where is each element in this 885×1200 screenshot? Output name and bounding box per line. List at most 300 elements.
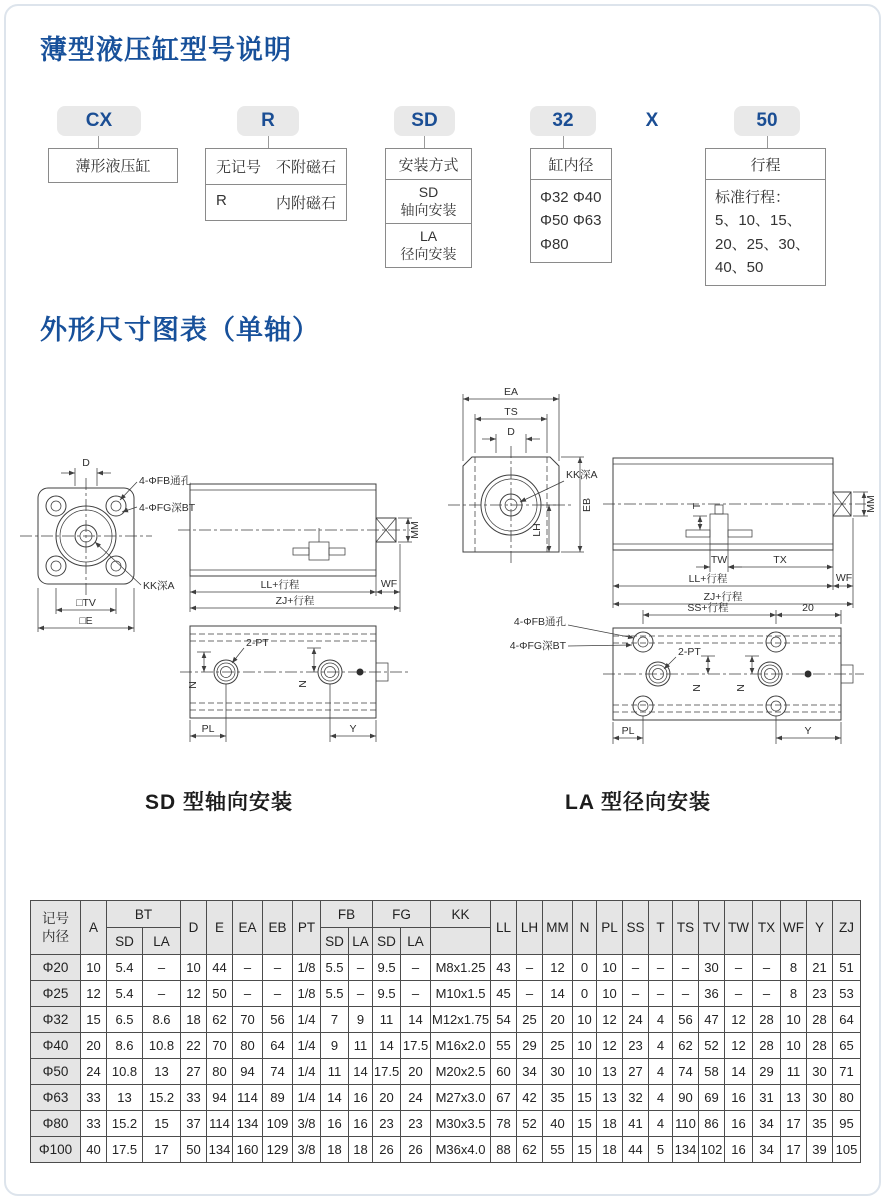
table-cell: 11 [321, 1059, 349, 1085]
table-cell: 14 [401, 1007, 431, 1033]
dim-label-n: N [691, 684, 703, 692]
table-cell: 134 [207, 1137, 233, 1163]
table-cell: 62 [207, 1007, 233, 1033]
table-cell: – [673, 981, 699, 1007]
magnet-option-key: R [216, 192, 227, 209]
table-cell: 30 [699, 955, 725, 981]
table-cell: 74 [673, 1059, 699, 1085]
table-cell: 29 [753, 1059, 781, 1085]
table-cell: 78 [491, 1111, 517, 1137]
table-cell: 16 [725, 1085, 753, 1111]
dim-label-ea: EA [503, 386, 519, 398]
table-cell: 34 [517, 1059, 543, 1085]
table-cell: 12 [725, 1007, 753, 1033]
table-cell: 10 [781, 1033, 807, 1059]
table-cell: 20 [543, 1007, 573, 1033]
table-cell: 62 [673, 1033, 699, 1059]
table-cell: 95 [833, 1111, 861, 1137]
table-cell: 114 [233, 1085, 263, 1111]
col-header-E: E [207, 901, 233, 955]
table-cell: 14 [373, 1033, 401, 1059]
stroke-option-box [705, 148, 826, 286]
table-cell: 13 [597, 1059, 623, 1085]
section1-title: 薄型液压缸型号说明 [40, 35, 292, 65]
col-header-SS: SS [623, 901, 649, 955]
table-cell: 14 [725, 1059, 753, 1085]
code-chip-bore: 32 [530, 106, 596, 136]
table-cell: 34 [753, 1111, 781, 1137]
table-cell: 18 [181, 1007, 207, 1033]
table-cell: 8 [781, 955, 807, 981]
magnet-option-value: 内附磁石 [275, 195, 336, 212]
stroke-option-line: 标准行程： [715, 189, 791, 206]
table-cell: 10 [573, 1059, 597, 1085]
dim-label-fb: 4-ΦFB通孔 [139, 475, 192, 487]
connector-line [98, 136, 99, 148]
stroke-option-line: 20、25、30、 [715, 235, 811, 253]
dimension-drawings [8, 378, 880, 778]
table-cell: 50 [207, 981, 233, 1007]
code-chip-r: R [237, 106, 299, 136]
dim-label-n: N [735, 684, 747, 692]
table-cell: 67 [491, 1085, 517, 1111]
dim-label-y: Y [804, 725, 812, 737]
sd-drawing [20, 457, 421, 742]
table-cell: 15 [573, 1085, 597, 1111]
table-cell: 16 [321, 1111, 349, 1137]
table-cell: 69 [699, 1085, 725, 1111]
table-cell: 5.4 [107, 981, 143, 1007]
table-cell: 90 [673, 1085, 699, 1111]
bore-box-header: 缸内径 [531, 149, 611, 180]
table-cell: 64 [833, 1007, 861, 1033]
table-cell: 0 [573, 981, 597, 1007]
code-chip-sd: SD [394, 106, 455, 136]
table-cell: 17.5 [373, 1059, 401, 1085]
table-cell: – [517, 955, 543, 981]
table-cell: 26 [401, 1137, 431, 1163]
col-header-BT: BT [107, 901, 181, 928]
table-cell: 16 [725, 1137, 753, 1163]
bore-option-line: Φ32 Φ40 [540, 189, 602, 206]
table-cell: 54 [491, 1007, 517, 1033]
table-cell: – [233, 955, 263, 981]
code-chip-stroke: 50 [734, 106, 800, 136]
col-header-D: D [181, 901, 207, 955]
table-cell: 58 [699, 1059, 725, 1085]
table-row [31, 1059, 861, 1085]
table-cell: 24 [623, 1007, 649, 1033]
code-chip-cx: CX [57, 106, 141, 136]
col-subheader-la-5: LA [401, 928, 431, 955]
table-cell: 86 [699, 1111, 725, 1137]
table-cell: 29 [517, 1033, 543, 1059]
mounting-option-code: LA [419, 228, 438, 244]
table-cell: 129 [263, 1137, 293, 1163]
table-cell: 1/4 [293, 1085, 321, 1111]
table-cell: 71 [833, 1059, 861, 1085]
table-row [31, 1111, 861, 1137]
table-cell: 160 [233, 1137, 263, 1163]
table-cell: 15 [81, 1007, 107, 1033]
table-cell: – [623, 981, 649, 1007]
table-cell: 55 [543, 1137, 573, 1163]
table-cell: 4 [649, 1007, 673, 1033]
stroke-option-line: 5、10、15、 [715, 212, 802, 230]
table-cell: 9.5 [373, 981, 401, 1007]
stroke-box-header: 行程 [706, 149, 825, 180]
table-cell: 30 [807, 1085, 833, 1111]
table-cell: 62 [517, 1137, 543, 1163]
table-cell: 47 [699, 1007, 725, 1033]
row-header-bore: Φ80 [31, 1111, 81, 1137]
table-cell: 102 [699, 1137, 725, 1163]
table-cell: 28 [753, 1033, 781, 1059]
spec-table [30, 900, 861, 1163]
col-header-WF: WF [781, 901, 807, 955]
col-header-Y: Y [807, 901, 833, 955]
code-separator-x: X [645, 110, 659, 131]
table-cell: 52 [517, 1111, 543, 1137]
table-cell: 11 [781, 1059, 807, 1085]
col-header-LL: LL [491, 901, 517, 955]
table-cell: 7 [321, 1007, 349, 1033]
table-cell: 17 [781, 1137, 807, 1163]
table-cell: 16 [725, 1111, 753, 1137]
table-cell: 17.5 [401, 1033, 431, 1059]
row-header-bore: Φ100 [31, 1137, 81, 1163]
col-header-MM: MM [543, 901, 573, 955]
mounting-option-box [385, 148, 472, 268]
table-cell: 53 [833, 981, 861, 1007]
mounting-option-label: 轴向安装 [400, 201, 457, 218]
dim-label-ts: TS [504, 406, 518, 418]
table-cell: – [349, 955, 373, 981]
table-row [31, 1033, 861, 1059]
table-cell: 15 [573, 1137, 597, 1163]
magnet-option-key: 无记号 [216, 159, 262, 176]
table-cell: 23 [401, 1111, 431, 1137]
dim-label-ll: LL+行程 [688, 573, 728, 585]
mounting-option-code: SD [418, 184, 439, 200]
dim-label-zj: ZJ+行程 [275, 595, 315, 607]
col-header-KK: KK [431, 901, 491, 928]
table-cell: 35 [543, 1085, 573, 1111]
dim-label-ss: SS+行程 [687, 602, 729, 614]
table-cell: 12 [597, 1033, 623, 1059]
table-cell: – [725, 981, 753, 1007]
table-cell: 44 [623, 1137, 649, 1163]
table-cell: 12 [597, 1007, 623, 1033]
table-cell: 30 [543, 1059, 573, 1085]
table-cell: 80 [833, 1085, 861, 1111]
table-cell: 74 [263, 1059, 293, 1085]
magnet-option-row [206, 184, 346, 220]
col-header-EA: EA [233, 901, 263, 955]
dim-label-tv: □TV [76, 597, 96, 609]
table-cell: 39 [807, 1137, 833, 1163]
table-cell: 27 [623, 1059, 649, 1085]
stroke-option-line: 40、50 [715, 258, 764, 276]
table-cell: 17.5 [107, 1137, 143, 1163]
table-cell: 5.4 [107, 955, 143, 981]
table-cell: 15 [143, 1111, 181, 1137]
table-row [31, 1007, 861, 1033]
table-cell: 15.2 [143, 1085, 181, 1111]
table-row [31, 981, 861, 1007]
table-cell: 20 [401, 1059, 431, 1085]
table-cell: 65 [833, 1033, 861, 1059]
table-row [31, 955, 861, 981]
table-cell: 37 [181, 1111, 207, 1137]
table-cell: 10 [573, 1033, 597, 1059]
col-subheader-sd-2: SD [321, 928, 349, 955]
table-cell: 16 [349, 1085, 373, 1111]
table-cell: – [233, 981, 263, 1007]
table-cell: 26 [373, 1137, 401, 1163]
table-cell: 5 [649, 1137, 673, 1163]
table-row [31, 1137, 861, 1163]
table-cell: 44 [207, 955, 233, 981]
dim-label-2pt: 2-PT [678, 646, 701, 658]
table-cell: 33 [181, 1085, 207, 1111]
col-header-FG: FG [373, 901, 431, 928]
table-cell: 23 [807, 981, 833, 1007]
table-cell: 89 [263, 1085, 293, 1111]
dim-label-e: □E [79, 615, 93, 627]
dim-label-fb: 4-ΦFB通孔 [513, 616, 566, 628]
dim-label-20: 20 [802, 602, 814, 614]
table-cell: M36x4.0 [431, 1137, 491, 1163]
table-cell: 24 [401, 1085, 431, 1111]
la-caption: LA 型径向安装 [565, 791, 712, 814]
table-cell: 0 [573, 955, 597, 981]
dim-label-pl: PL [201, 723, 215, 735]
dim-label-ll: LL+行程 [260, 579, 300, 591]
col-subheader-sd-4: SD [373, 928, 401, 955]
table-cell: 14 [543, 981, 573, 1007]
table-cell: 70 [233, 1007, 263, 1033]
table-cell: 36 [699, 981, 725, 1007]
col-header-ZJ: ZJ [833, 901, 861, 955]
table-cell: 30 [807, 1059, 833, 1085]
col-subheader-sd-0: SD [107, 928, 143, 955]
table-cell: 4 [649, 1033, 673, 1059]
table-cell: 5.5 [321, 955, 349, 981]
dim-label-d: D [82, 457, 90, 469]
table-cell: 80 [233, 1033, 263, 1059]
table-cell: – [753, 955, 781, 981]
col-header-EB: EB [263, 901, 293, 955]
table-cell: 20 [373, 1085, 401, 1111]
col-header-TV: TV [699, 901, 725, 955]
dim-label-eb: EB [581, 497, 593, 513]
table-cell: 110 [673, 1111, 699, 1137]
table-cell: 14 [321, 1085, 349, 1111]
table-cell: 1/8 [293, 981, 321, 1007]
dim-label-lh: LH [531, 523, 543, 537]
dim-label-d: D [507, 426, 515, 438]
table-cell: 4 [649, 1059, 673, 1085]
table-cell: 55 [491, 1033, 517, 1059]
table-cell: 25 [517, 1007, 543, 1033]
table-cell: 32 [623, 1085, 649, 1111]
table-cell: 4 [649, 1085, 673, 1111]
table-cell: M12x1.75 [431, 1007, 491, 1033]
dim-label-pl: PL [621, 725, 635, 737]
connector-line [563, 136, 564, 148]
table-cell: 21 [807, 955, 833, 981]
table-cell: 35 [807, 1111, 833, 1137]
dim-label-zj: ZJ+行程 [703, 591, 743, 603]
table-cell: 23 [373, 1111, 401, 1137]
dim-label-mm: MM [865, 495, 877, 513]
table-cell: 18 [597, 1111, 623, 1137]
col-subheader-empty [431, 928, 491, 955]
table-cell: – [649, 981, 673, 1007]
table-cell: 13 [597, 1085, 623, 1111]
table-cell: – [263, 955, 293, 981]
table-cell: 12 [81, 981, 107, 1007]
table-cell: – [673, 955, 699, 981]
dim-label-mm: MM [409, 521, 421, 539]
dim-label-kk: KK深A [566, 469, 598, 481]
magnet-option-row [206, 149, 346, 184]
table-cell: 3/8 [293, 1137, 321, 1163]
table-cell: 8.6 [143, 1007, 181, 1033]
table-cell: 1/4 [293, 1033, 321, 1059]
table-cell: 94 [207, 1085, 233, 1111]
row-header-bore: Φ50 [31, 1059, 81, 1085]
table-cell: 20 [81, 1033, 107, 1059]
row-header-bore: Φ40 [31, 1033, 81, 1059]
table-cell: 10.8 [107, 1059, 143, 1085]
table-cell: M30x3.5 [431, 1111, 491, 1137]
table-cell: 9.5 [373, 955, 401, 981]
row-header-bore: Φ25 [31, 981, 81, 1007]
table-cell: 1/8 [293, 955, 321, 981]
col-header-FB: FB [321, 901, 373, 928]
table-cell: – [143, 981, 181, 1007]
col-header-A: A [81, 901, 107, 955]
table-cell: – [143, 955, 181, 981]
magnet-option-value: 不附磁石 [275, 159, 336, 176]
bore-option-line: Φ50 Φ63 [540, 212, 602, 230]
col-header-PL: PL [597, 901, 623, 955]
table-cell: – [401, 981, 431, 1007]
table-cell: 13 [143, 1059, 181, 1085]
table-cell: 10 [81, 955, 107, 981]
table-cell: 52 [699, 1033, 725, 1059]
table-cell: 1/4 [293, 1059, 321, 1085]
table-cell: 94 [233, 1059, 263, 1085]
table-cell: 33 [81, 1111, 107, 1137]
row-header-bore: Φ32 [31, 1007, 81, 1033]
table-cell: M8x1.25 [431, 955, 491, 981]
table-cell: 60 [491, 1059, 517, 1085]
col-header-PT: PT [293, 901, 321, 955]
dim-label-wf: WF [380, 578, 398, 590]
table-cell: – [263, 981, 293, 1007]
table-cell: 109 [263, 1111, 293, 1137]
table-cell: 11 [373, 1007, 401, 1033]
row-header-bore: Φ20 [31, 955, 81, 981]
table-cell: 8 [781, 981, 807, 1007]
table-cell: 13 [107, 1085, 143, 1111]
connector-line [268, 136, 269, 148]
table-cell: 28 [807, 1033, 833, 1059]
col-subheader-la-3: LA [349, 928, 373, 955]
col-header-TW: TW [725, 901, 753, 955]
table-cell: 22 [181, 1033, 207, 1059]
connector-line [767, 136, 768, 148]
table-cell: 10 [781, 1007, 807, 1033]
table-cell: – [753, 981, 781, 1007]
table-cell: – [623, 955, 649, 981]
col-header-TX: TX [753, 901, 781, 955]
dim-label-n: N [297, 680, 309, 688]
dim-label-wf: WF [835, 572, 853, 584]
table-cell: 15 [573, 1111, 597, 1137]
table-cell: 28 [807, 1007, 833, 1033]
table-cell: 28 [753, 1007, 781, 1033]
table-cell: 10 [573, 1007, 597, 1033]
table-cell: 18 [321, 1137, 349, 1163]
mounting-option-label: 径向安装 [400, 245, 457, 262]
table-cell: 6.5 [107, 1007, 143, 1033]
magnet-option-box [205, 148, 347, 221]
table-row [31, 1085, 861, 1111]
table-cell: 42 [517, 1085, 543, 1111]
table-cell: – [517, 981, 543, 1007]
table-cell: 80 [207, 1059, 233, 1085]
dim-label-n: N [187, 681, 199, 689]
table-cell: 10.8 [143, 1033, 181, 1059]
table-cell: M27x3.0 [431, 1085, 491, 1111]
cx-description-label: 薄形液压缸 [75, 158, 151, 175]
col-header-N: N [573, 901, 597, 955]
table-cell: 10 [597, 981, 623, 1007]
table-cell: 50 [181, 1137, 207, 1163]
table-cell: 15.2 [107, 1111, 143, 1137]
table-cell: 70 [207, 1033, 233, 1059]
table-cell: 12 [181, 981, 207, 1007]
connector-line [424, 136, 425, 148]
table-cell: 10 [181, 955, 207, 981]
table-cell: 17 [143, 1137, 181, 1163]
table-cell: 88 [491, 1137, 517, 1163]
cx-description-box [48, 148, 178, 183]
bore-option-line: Φ80 [540, 235, 569, 253]
dim-label-y: Y [349, 723, 357, 735]
table-cell: 56 [263, 1007, 293, 1033]
col-header-LH: LH [517, 901, 543, 955]
table-cell: 4 [649, 1111, 673, 1137]
mounting-option [386, 180, 471, 223]
table-cell: 1/4 [293, 1007, 321, 1033]
table-cell: 9 [349, 1007, 373, 1033]
table-cell: 3/8 [293, 1111, 321, 1137]
table-cell: 27 [181, 1059, 207, 1085]
table-cell: 10 [597, 955, 623, 981]
sd-caption: SD 型轴向安装 [145, 791, 294, 814]
table-cell: – [401, 955, 431, 981]
table-cell: 11 [349, 1033, 373, 1059]
table-cell: 18 [349, 1137, 373, 1163]
table-cell: 16 [349, 1111, 373, 1137]
dim-label-fg: 4-ΦFG深BT [139, 502, 196, 514]
table-cell: 34 [753, 1137, 781, 1163]
